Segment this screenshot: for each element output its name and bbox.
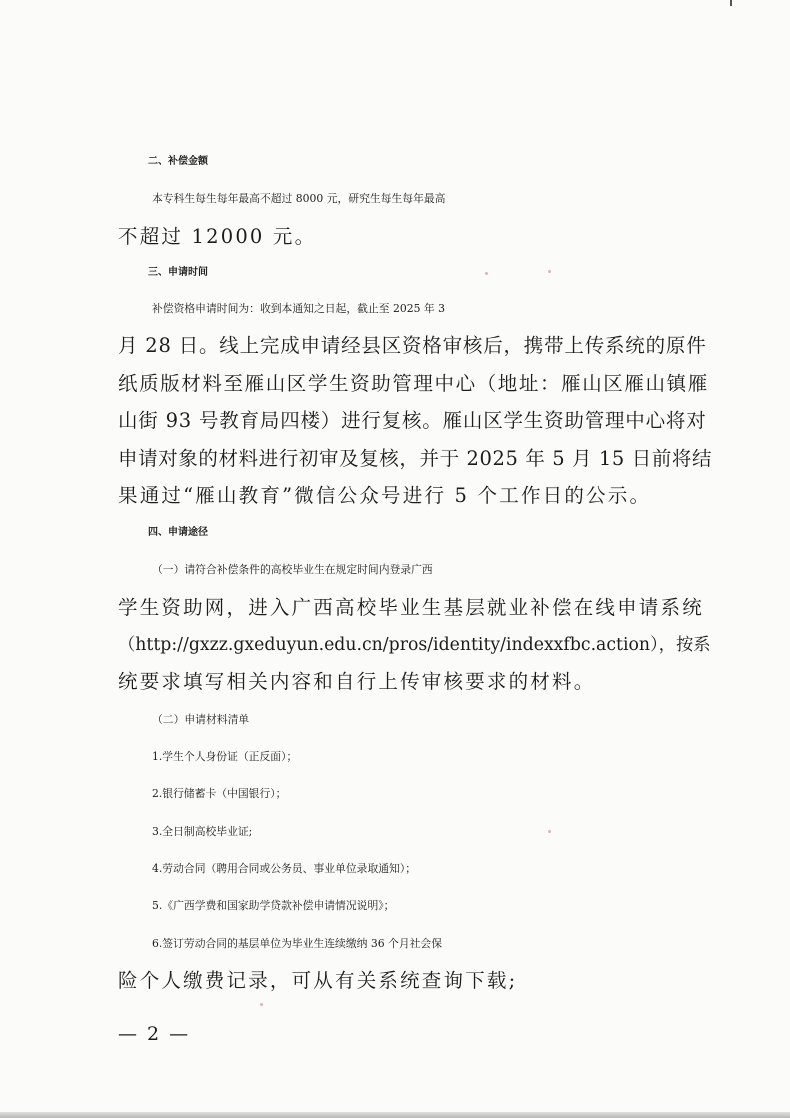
url-line: （http://gxzz.gxeduyun.edu.cn/pros/identity/indexxfbc.action），按系 [118, 635, 711, 655]
list-item: 5.《广西学费和国家助学贷款补偿申请情况说明》； [152, 899, 395, 912]
paragraph-line: 纸质版材料至雁山区学生资助管理中心（地址：雁山区雁山镇雁 [118, 372, 709, 395]
list-item: 2.银行储蓄卡（中国银行）； [152, 787, 287, 800]
section-heading-compensation: 二、补偿金额 [148, 156, 208, 167]
paragraph-line: 统要求填写相关内容和自行上传审核要求的材料。 [118, 670, 596, 693]
list-item: 4.劳动合同（聘用合同或公务员、事业单位录取通知）； [152, 862, 417, 875]
paragraph-line: 本专科生每生每年最高不超过 8000 元，研究生每生每年最高 [152, 192, 446, 205]
paragraph-line: 学生资助网，进入广西高校毕业生基层就业补偿在线申请系统 [118, 596, 704, 619]
paragraph-line: 不超过 12000 元。 [118, 225, 317, 248]
list-item: 3.全日制高校毕业证; [152, 825, 253, 838]
paragraph-line: 月 28 日。线上完成申请经县区资格审核后，携带上传系统的原件 [118, 334, 707, 357]
scan-speck [485, 272, 488, 275]
list-item: 6.签订劳动合同的基层单位为毕业生连续缴纳 36 个月社会保 [152, 937, 443, 950]
paragraph-line: 补偿资格申请时间为：收到本通知之日起，截止至 2025 年 3 [152, 302, 445, 315]
paragraph-line: 果通过“雁山教育”微信公众号进行 5 个工作日的公示。 [118, 484, 652, 507]
list-item-continuation: 险个人缴费记录，可从有关系统查询下载; [118, 969, 518, 992]
paragraph-line: 山街 93 号教育局四楼）进行复核。雁山区学生资助管理中心将对 [118, 409, 707, 432]
section-heading-time: 三、申请时间 [148, 267, 208, 278]
page-number: — 2 — [118, 1023, 191, 1045]
section-heading-route: 四、申请途径 [148, 527, 208, 538]
paragraph-line: 申请对象的材料进行初审及复核，并于 2025 年 5 月 15 日前将结 [118, 447, 713, 470]
subsection-heading-materials: （二）申请材料清单 [152, 713, 250, 726]
scan-speck [548, 270, 551, 273]
list-item: 1.学生个人身份证（正反面）； [152, 750, 298, 763]
scan-speck [548, 830, 551, 833]
scan-speck [260, 1003, 263, 1006]
scan-bottom-edge [0, 1112, 790, 1118]
scan-edge-mark [730, 0, 732, 6]
paragraph-line: （一）请符合补偿条件的高校毕业生在规定时间内登录广西 [152, 563, 433, 576]
